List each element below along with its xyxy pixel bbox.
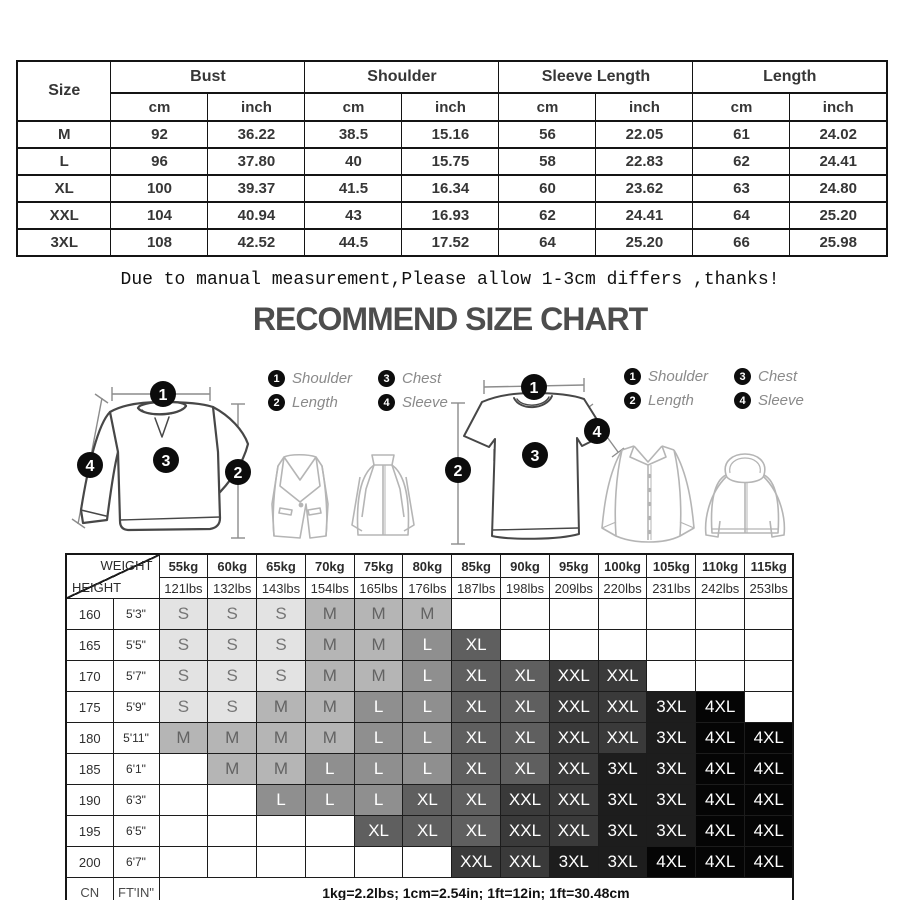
- sweatshirt-diagram: [62, 360, 267, 550]
- weight-lbs-cell: 121lbs: [159, 578, 208, 599]
- weight-lbs-cell: 242lbs: [696, 578, 745, 599]
- legend-label: Sleeve: [758, 392, 804, 409]
- size-cell: 3XL: [647, 754, 696, 785]
- empty-cell: [647, 661, 696, 692]
- marker-2: 2: [233, 465, 243, 482]
- height-ftin-cell: 6'1": [113, 754, 159, 785]
- empty-cell: [257, 847, 306, 878]
- size-table-row: [17, 229, 887, 256]
- size-cell: 4XL: [696, 816, 745, 847]
- size-table-row: [17, 148, 887, 175]
- measurement-cell: 63: [693, 175, 790, 202]
- measurement-cell: 40: [305, 148, 402, 175]
- size-cell: M: [159, 723, 208, 754]
- size-cell: L: [403, 723, 452, 754]
- empty-cell: [305, 816, 354, 847]
- weight-kg-cell: 75kg: [354, 554, 403, 578]
- badge-3: 3: [734, 368, 751, 385]
- height-cm-cell: 165: [66, 630, 113, 661]
- badge-3: 3: [378, 370, 395, 387]
- measurement-cell: 64: [499, 229, 596, 256]
- badge-2: 2: [268, 394, 285, 411]
- measurement-cell: 24.41: [596, 202, 693, 229]
- measurement-cell: 15.75: [402, 148, 499, 175]
- size-cell: XXL: [549, 754, 598, 785]
- size-name-cell: L: [17, 148, 111, 175]
- height-ftin-cell: 5'7": [113, 661, 159, 692]
- height-ftin-cell: 6'5": [113, 816, 159, 847]
- height-ftin-cell: 5'11": [113, 723, 159, 754]
- weight-lbs-cell: 143lbs: [257, 578, 306, 599]
- matrix-row: [66, 723, 793, 754]
- measurement-cell: 24.80: [790, 175, 887, 202]
- empty-cell: [501, 599, 550, 630]
- empty-cell: [452, 599, 501, 630]
- size-cell: 4XL: [696, 692, 745, 723]
- size-cell: L: [403, 661, 452, 692]
- measurement-cell: 36.22: [208, 121, 305, 148]
- legend-label: Shoulder: [292, 370, 353, 387]
- height-cm-cell: 190: [66, 785, 113, 816]
- cn-label: CN: [66, 878, 113, 900]
- size-matrix: [65, 553, 794, 900]
- empty-cell: [403, 847, 452, 878]
- size-cell: XL: [403, 816, 452, 847]
- conversion-note: 1kg=2.2lbs; 1cm=2.54in; 1ft=12in; 1ft=30.48cm: [159, 878, 793, 900]
- bust-header: Bust: [111, 61, 305, 93]
- size-column-header: Size: [17, 61, 111, 121]
- legend-item-length: [268, 394, 360, 411]
- size-cell: XXL: [549, 692, 598, 723]
- size-cell: 4XL: [696, 754, 745, 785]
- size-cell: 4XL: [745, 723, 794, 754]
- size-cell: XXL: [549, 723, 598, 754]
- hoodie-icon: [698, 433, 792, 549]
- matrix-row: [66, 785, 793, 816]
- badge-4: 4: [378, 394, 395, 411]
- size-cell: S: [208, 599, 257, 630]
- empty-cell: [159, 847, 208, 878]
- size-cell: XL: [452, 754, 501, 785]
- empty-cell: [647, 599, 696, 630]
- weight-lbs-cell: 132lbs: [208, 578, 257, 599]
- size-cell: L: [403, 692, 452, 723]
- unit-cm: cm: [693, 93, 790, 121]
- marker-3: 3: [530, 448, 540, 465]
- legend-right: [624, 368, 804, 409]
- legend-item-length: [624, 392, 716, 409]
- size-cell: 4XL: [745, 754, 794, 785]
- matrix-row: [66, 661, 793, 692]
- height-cm-cell: 180: [66, 723, 113, 754]
- size-cell: M: [354, 661, 403, 692]
- size-cell: M: [403, 599, 452, 630]
- size-cell: L: [354, 723, 403, 754]
- size-cell: M: [305, 599, 354, 630]
- height-cm-cell: 200: [66, 847, 113, 878]
- size-cell: 3XL: [598, 816, 647, 847]
- size-cell: XXL: [598, 661, 647, 692]
- legend-item-chest: [734, 368, 804, 385]
- badge-4: 4: [734, 392, 751, 409]
- unit-cm: cm: [111, 93, 208, 121]
- measurement-cell: 22.83: [596, 148, 693, 175]
- empty-cell: [159, 816, 208, 847]
- size-cell: XXL: [549, 785, 598, 816]
- weight-kg-cell: 115kg: [745, 554, 794, 578]
- empty-cell: [696, 661, 745, 692]
- measurement-cell: 24.02: [790, 121, 887, 148]
- size-cell: L: [354, 754, 403, 785]
- legend-label: Sleeve: [402, 394, 448, 411]
- page-title: RECOMMEND SIZE CHART: [252, 301, 648, 337]
- empty-cell: [745, 661, 794, 692]
- empty-cell: [745, 692, 794, 723]
- unit-cm: cm: [499, 93, 596, 121]
- size-cell: S: [208, 630, 257, 661]
- legend-item-sleeve: [734, 392, 804, 409]
- empty-cell: [647, 630, 696, 661]
- empty-cell: [696, 630, 745, 661]
- measurement-cell: 41.5: [305, 175, 402, 202]
- measurement-cell: 25.20: [596, 229, 693, 256]
- size-cell: S: [159, 661, 208, 692]
- legend-label: Length: [648, 392, 694, 409]
- height-cm-cell: 170: [66, 661, 113, 692]
- measurement-cell: 100: [111, 175, 208, 202]
- height-ftin-cell: 5'3": [113, 599, 159, 630]
- measurement-cell: 56: [499, 121, 596, 148]
- ftin-label: FT'IN": [113, 878, 159, 900]
- legend-label: Length: [292, 394, 338, 411]
- height-label: HEIGHT: [72, 580, 122, 595]
- matrix-row: [66, 847, 793, 878]
- size-cell: XL: [501, 661, 550, 692]
- matrix-row: [66, 599, 793, 630]
- size-cell: M: [354, 599, 403, 630]
- measurement-cell: 66: [693, 229, 790, 256]
- size-cell: 3XL: [598, 785, 647, 816]
- size-cell: XL: [354, 816, 403, 847]
- empty-cell: [549, 599, 598, 630]
- size-cell: S: [159, 630, 208, 661]
- badge-2: 2: [624, 392, 641, 409]
- weight-height-corner: [66, 554, 159, 599]
- size-cell: L: [403, 630, 452, 661]
- measurement-cell: 92: [111, 121, 208, 148]
- legend-left: [268, 370, 448, 411]
- measurement-cell: 62: [499, 202, 596, 229]
- blazer-icon: [258, 444, 342, 544]
- zip-jacket-icon: [344, 447, 420, 542]
- weight-kg-cell: 60kg: [208, 554, 257, 578]
- weight-kg-cell: 70kg: [305, 554, 354, 578]
- size-name-cell: 3XL: [17, 229, 111, 256]
- empty-cell: [159, 754, 208, 785]
- measurement-cell: 44.5: [305, 229, 402, 256]
- measurement-cell: 64: [693, 202, 790, 229]
- legend-label: Chest: [758, 368, 798, 385]
- size-cell: XXL: [501, 785, 550, 816]
- size-cell: 4XL: [696, 723, 745, 754]
- measurement-cell: 40.94: [208, 202, 305, 229]
- size-cell: XXL: [598, 692, 647, 723]
- empty-cell: [501, 630, 550, 661]
- badge-1: 1: [268, 370, 285, 387]
- size-cell: 4XL: [745, 816, 794, 847]
- legend-item-shoulder: [624, 368, 716, 385]
- matrix-lbs-row: [66, 578, 793, 599]
- size-cell: XL: [403, 785, 452, 816]
- matrix-body: [66, 599, 793, 878]
- size-cell: L: [354, 692, 403, 723]
- size-cell: XXL: [501, 847, 550, 878]
- measurement-cell: 16.93: [402, 202, 499, 229]
- matrix-row: [66, 692, 793, 723]
- unit-cm: cm: [305, 93, 402, 121]
- size-cell: XL: [452, 816, 501, 847]
- weight-kg-cell: 100kg: [598, 554, 647, 578]
- sleeve-length-header: Sleeve Length: [499, 61, 693, 93]
- weight-label: WEIGHT: [100, 558, 153, 573]
- measurement-cell: 108: [111, 229, 208, 256]
- measurement-cell: 17.52: [402, 229, 499, 256]
- badge-1: 1: [624, 368, 641, 385]
- height-ftin-cell: 5'5": [113, 630, 159, 661]
- weight-lbs-cell: 154lbs: [305, 578, 354, 599]
- height-ftin-cell: 6'3": [113, 785, 159, 816]
- size-cell: L: [305, 785, 354, 816]
- empty-cell: [208, 816, 257, 847]
- weight-kg-cell: 95kg: [549, 554, 598, 578]
- measurement-cell: 23.62: [596, 175, 693, 202]
- weight-lbs-cell: 165lbs: [354, 578, 403, 599]
- legend-label: Chest: [402, 370, 442, 387]
- weight-kg-cell: 90kg: [501, 554, 550, 578]
- size-cell: 3XL: [647, 816, 696, 847]
- empty-cell: [598, 630, 647, 661]
- size-cell: XL: [452, 630, 501, 661]
- size-cell: 4XL: [696, 847, 745, 878]
- height-ftin-cell: 5'9": [113, 692, 159, 723]
- size-cell: XL: [452, 692, 501, 723]
- empty-cell: [598, 599, 647, 630]
- size-cell: XL: [452, 661, 501, 692]
- height-cm-cell: 185: [66, 754, 113, 785]
- empty-cell: [305, 847, 354, 878]
- empty-cell: [159, 785, 208, 816]
- size-table-body: [17, 121, 887, 256]
- measurement-cell: 16.34: [402, 175, 499, 202]
- measurement-cell: 39.37: [208, 175, 305, 202]
- size-cell: S: [159, 692, 208, 723]
- size-cell: XL: [452, 785, 501, 816]
- measurement-cell: 61: [693, 121, 790, 148]
- height-cm-cell: 160: [66, 599, 113, 630]
- height-cm-cell: 175: [66, 692, 113, 723]
- size-table-group-row: [17, 61, 887, 93]
- weight-kg-cell: 80kg: [403, 554, 452, 578]
- size-cell: S: [257, 661, 306, 692]
- length-header: Length: [693, 61, 887, 93]
- empty-cell: [549, 630, 598, 661]
- measurement-cell: 58: [499, 148, 596, 175]
- size-name-cell: XXL: [17, 202, 111, 229]
- marker-1: 1: [158, 387, 168, 404]
- size-cell: L: [305, 754, 354, 785]
- size-cell: L: [354, 785, 403, 816]
- marker-3: 3: [161, 453, 171, 470]
- size-cell: 4XL: [745, 847, 794, 878]
- weight-lbs-cell: 176lbs: [403, 578, 452, 599]
- unit-inch: inch: [402, 93, 499, 121]
- matrix-row: [66, 754, 793, 785]
- size-cell: 3XL: [647, 785, 696, 816]
- legend-item-shoulder: [268, 370, 360, 387]
- size-cell: S: [257, 630, 306, 661]
- size-cell: XL: [501, 692, 550, 723]
- size-cell: 4XL: [696, 785, 745, 816]
- weight-lbs-cell: 253lbs: [745, 578, 794, 599]
- size-table-row: [17, 175, 887, 202]
- size-cell: M: [354, 630, 403, 661]
- measurement-cell: 43: [305, 202, 402, 229]
- marker-1: 1: [529, 380, 539, 397]
- empty-cell: [208, 847, 257, 878]
- size-cell: XXL: [501, 816, 550, 847]
- size-table-row: [17, 202, 887, 229]
- marker-4: 4: [592, 424, 602, 441]
- weight-lbs-cell: 220lbs: [598, 578, 647, 599]
- size-cell: S: [159, 599, 208, 630]
- size-cell: M: [257, 754, 306, 785]
- measurement-cell: 25.98: [790, 229, 887, 256]
- size-cell: 3XL: [647, 692, 696, 723]
- weight-kg-cell: 55kg: [159, 554, 208, 578]
- empty-cell: [257, 816, 306, 847]
- height-ftin-cell: 6'7": [113, 847, 159, 878]
- size-table-unit-row: [17, 93, 887, 121]
- size-cell: 4XL: [745, 785, 794, 816]
- matrix-footer-row: [66, 878, 793, 900]
- size-cell: XXL: [452, 847, 501, 878]
- weight-kg-cell: 65kg: [257, 554, 306, 578]
- size-cell: XL: [452, 723, 501, 754]
- size-cell: 3XL: [647, 723, 696, 754]
- size-cell: M: [305, 661, 354, 692]
- weight-lbs-cell: 198lbs: [501, 578, 550, 599]
- empty-cell: [696, 599, 745, 630]
- empty-cell: [745, 630, 794, 661]
- measurement-cell: 24.41: [790, 148, 887, 175]
- size-cell: M: [305, 630, 354, 661]
- size-cell: XXL: [549, 816, 598, 847]
- button-shirt-icon: [596, 436, 700, 548]
- measurement-cell: 15.16: [402, 121, 499, 148]
- marker-4: 4: [85, 458, 95, 475]
- empty-cell: [745, 599, 794, 630]
- size-cell: 4XL: [647, 847, 696, 878]
- weight-lbs-cell: 209lbs: [549, 578, 598, 599]
- measurement-cell: 25.20: [790, 202, 887, 229]
- measurement-cell: 62: [693, 148, 790, 175]
- size-cell: M: [257, 692, 306, 723]
- matrix-kg-row: [66, 554, 793, 578]
- size-cell: L: [403, 754, 452, 785]
- size-cell: L: [257, 785, 306, 816]
- size-cell: XXL: [549, 661, 598, 692]
- size-cell: XL: [501, 754, 550, 785]
- measurement-note: Due to manual measurement,Please allow 1-3cm differs ,thanks!: [120, 270, 780, 290]
- unit-inch: inch: [208, 93, 305, 121]
- empty-cell: [354, 847, 403, 878]
- size-name-cell: XL: [17, 175, 111, 202]
- shoulder-header: Shoulder: [305, 61, 499, 93]
- legend-label: Shoulder: [648, 368, 709, 385]
- size-cell: S: [208, 692, 257, 723]
- size-cell: M: [208, 754, 257, 785]
- measurement-cell: 38.5: [305, 121, 402, 148]
- unit-inch: inch: [596, 93, 693, 121]
- measurement-cell: 104: [111, 202, 208, 229]
- measurement-cell: 22.05: [596, 121, 693, 148]
- height-cm-cell: 195: [66, 816, 113, 847]
- empty-cell: [208, 785, 257, 816]
- size-cell: 3XL: [598, 754, 647, 785]
- size-table-row: [17, 121, 887, 148]
- size-cell: XL: [501, 723, 550, 754]
- measurement-cell: 37.80: [208, 148, 305, 175]
- size-table: [16, 60, 888, 257]
- measurement-cell: 96: [111, 148, 208, 175]
- unit-inch: inch: [790, 93, 887, 121]
- size-cell: M: [305, 692, 354, 723]
- matrix-row: [66, 816, 793, 847]
- size-cell: S: [208, 661, 257, 692]
- size-cell: 3XL: [549, 847, 598, 878]
- size-cell: 3XL: [598, 847, 647, 878]
- measurement-cell: 42.52: [208, 229, 305, 256]
- measurement-cell: 60: [499, 175, 596, 202]
- weight-lbs-cell: 231lbs: [647, 578, 696, 599]
- matrix-row: [66, 630, 793, 661]
- size-name-cell: M: [17, 121, 111, 148]
- marker-2: 2: [453, 463, 463, 480]
- weight-kg-cell: 105kg: [647, 554, 696, 578]
- weight-lbs-cell: 187lbs: [452, 578, 501, 599]
- size-cell: S: [257, 599, 306, 630]
- size-cell: M: [305, 723, 354, 754]
- size-cell: M: [257, 723, 306, 754]
- weight-kg-cell: 85kg: [452, 554, 501, 578]
- size-cell: M: [208, 723, 257, 754]
- weight-kg-cell: 110kg: [696, 554, 745, 578]
- size-cell: XXL: [598, 723, 647, 754]
